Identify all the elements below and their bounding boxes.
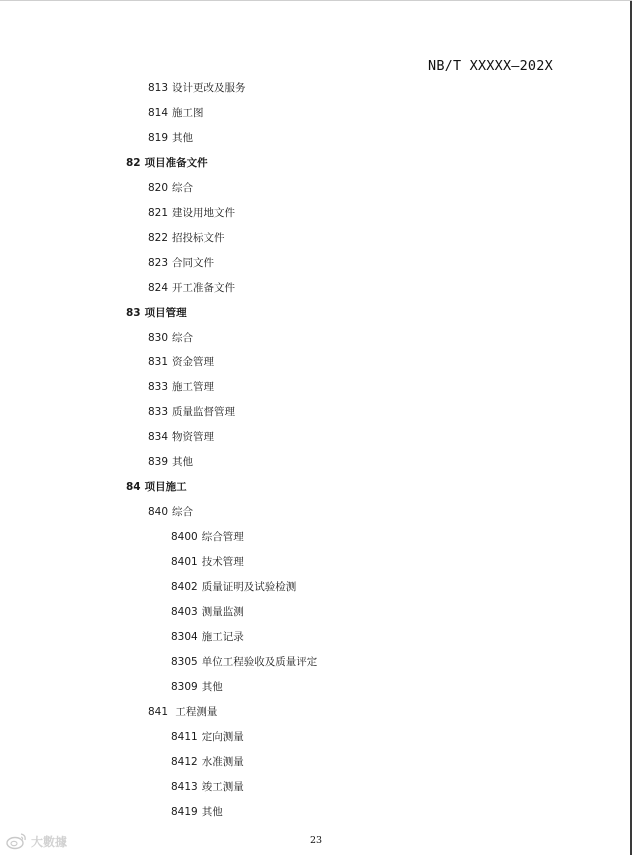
- toc-entry-level-3: [171, 755, 244, 769]
- toc-entry-code: 8412: [171, 756, 198, 768]
- toc-entry-level-2: [148, 131, 193, 145]
- toc-entry-level-1: [126, 156, 208, 170]
- toc-entry-title: 施工图: [172, 107, 204, 119]
- toc-entry-level-2: [148, 430, 214, 444]
- toc-entry-title: 定向测量: [201, 731, 244, 743]
- toc-entry-code: 819: [148, 132, 169, 144]
- toc-entry-code: 820: [148, 182, 169, 194]
- toc-entry-level-2: [148, 281, 235, 295]
- standard-code-header: NB/T XXXXX—202X: [428, 58, 553, 74]
- toc-entry-level-1: [126, 306, 187, 320]
- toc-entry-code: 83: [126, 307, 141, 319]
- toc-entry-title: 项目管理: [144, 307, 187, 319]
- toc-entry-level-2: [148, 181, 193, 195]
- toc-entry-level-2: [148, 256, 214, 270]
- toc-entry-title: 施工管理: [172, 381, 215, 393]
- toc-entry-level-1: [126, 480, 187, 494]
- toc-entry-level-3: [171, 730, 244, 744]
- toc-entry-level-3: [171, 580, 296, 594]
- toc-entry-title: 建设用地文件: [172, 207, 236, 219]
- toc-entry-level-2: [148, 405, 235, 419]
- toc-entry-level-2: [148, 380, 214, 394]
- toc-entry-level-2: [148, 81, 246, 95]
- toc-entry-title: 综合: [172, 332, 194, 344]
- toc-entry-code: 84: [126, 481, 141, 493]
- toc-entry-code: 8401: [171, 556, 198, 568]
- toc-entry-title: 合同文件: [172, 257, 215, 269]
- toc-entry-code: 831: [148, 356, 169, 368]
- toc-entry-code: 82: [126, 157, 141, 169]
- toc-entry-title: 综合: [172, 182, 194, 194]
- toc-entry-title: 其他: [201, 681, 223, 693]
- toc-entry-level-2: [148, 106, 204, 120]
- toc-entry-title: 测量监测: [201, 606, 244, 618]
- toc-entry-code: 823: [148, 257, 169, 269]
- toc-entry-title: 其他: [201, 806, 223, 818]
- toc-entry-code: 8403: [171, 606, 198, 618]
- toc-entry-title: 施工记录: [201, 631, 244, 643]
- toc-entry-code: 813: [148, 82, 169, 94]
- toc-entry-code: 822: [148, 232, 169, 244]
- toc-entry-title: 单位工程验收及质量评定: [201, 656, 318, 668]
- toc-entry-level-3: [171, 605, 244, 619]
- toc-entry-level-3: [171, 805, 223, 819]
- toc-entry-title: 开工准备文件: [172, 282, 236, 294]
- toc-entry-title: 其他: [172, 132, 194, 144]
- toc-entry-level-2: [148, 455, 193, 469]
- toc-entry-code: 814: [148, 107, 169, 119]
- toc-entry-code: 821: [148, 207, 169, 219]
- toc-entry-title: 综合管理: [201, 531, 244, 543]
- toc-entry-level-2: [148, 355, 214, 369]
- toc-entry-title: 设计更改及服务: [172, 82, 246, 94]
- toc-entry-level-2: [148, 505, 193, 519]
- toc-entry-level-2: [148, 331, 193, 345]
- toc-entry-title: 质量证明及试验检测: [201, 581, 297, 593]
- toc-entry-level-3: [171, 555, 244, 569]
- toc-entry-level-3: [171, 630, 244, 644]
- toc-entry-title: 综合: [172, 506, 194, 518]
- toc-entry-level-3: [171, 530, 244, 544]
- toc-entry-title: 物资管理: [172, 431, 215, 443]
- toc-entry-code: 839: [148, 456, 169, 468]
- toc-entry-code: 8419: [171, 806, 198, 818]
- toc-entry-title: 技术管理: [201, 556, 244, 568]
- toc-entry-code: 833: [148, 381, 169, 393]
- toc-entry-title: 竣工测量: [201, 781, 244, 793]
- watermark-text: 大數據: [31, 834, 68, 849]
- toc-entry-title: 水准测量: [201, 756, 244, 768]
- toc-entry-level-2: [148, 231, 225, 245]
- toc-entry-title: 其他: [172, 456, 194, 468]
- toc-entry-level-3: [171, 680, 223, 694]
- toc-entry-title: 项目施工: [144, 481, 187, 493]
- toc-entry-level-2: [148, 206, 235, 220]
- toc-entry-code: 8309: [171, 681, 198, 693]
- toc-entry-code: 8305: [171, 656, 198, 668]
- toc-entry-code: 8411: [171, 731, 198, 743]
- toc-entry-code: 834: [148, 431, 169, 443]
- toc-entry-code: 8402: [171, 581, 198, 593]
- toc-entry-title: 招投标文件: [172, 232, 225, 244]
- toc-entry-code: 824: [148, 282, 169, 294]
- watermark: [6, 832, 67, 850]
- toc-entry-level-2: [148, 705, 217, 719]
- toc-entry-code: 8413: [171, 781, 198, 793]
- page-number: 23: [309, 835, 323, 846]
- toc-entry-code: 8304: [171, 631, 198, 643]
- weibo-logo-icon: [6, 832, 28, 850]
- toc-entry-code: 8400: [171, 531, 198, 543]
- toc-entry-title: 工程测量: [172, 706, 218, 718]
- toc-entry-title: 资金管理: [172, 356, 215, 368]
- toc-entry-title: 项目准备文件: [144, 157, 208, 169]
- toc-entry-code: 830: [148, 332, 169, 344]
- toc-entry-code: 841: [148, 706, 169, 718]
- toc-entry-code: 840: [148, 506, 169, 518]
- toc-entry-level-3: [171, 655, 317, 669]
- toc-entry-title: 质量监督管理: [172, 406, 236, 418]
- toc-entry-level-3: [171, 780, 244, 794]
- toc-entry-code: 833: [148, 406, 169, 418]
